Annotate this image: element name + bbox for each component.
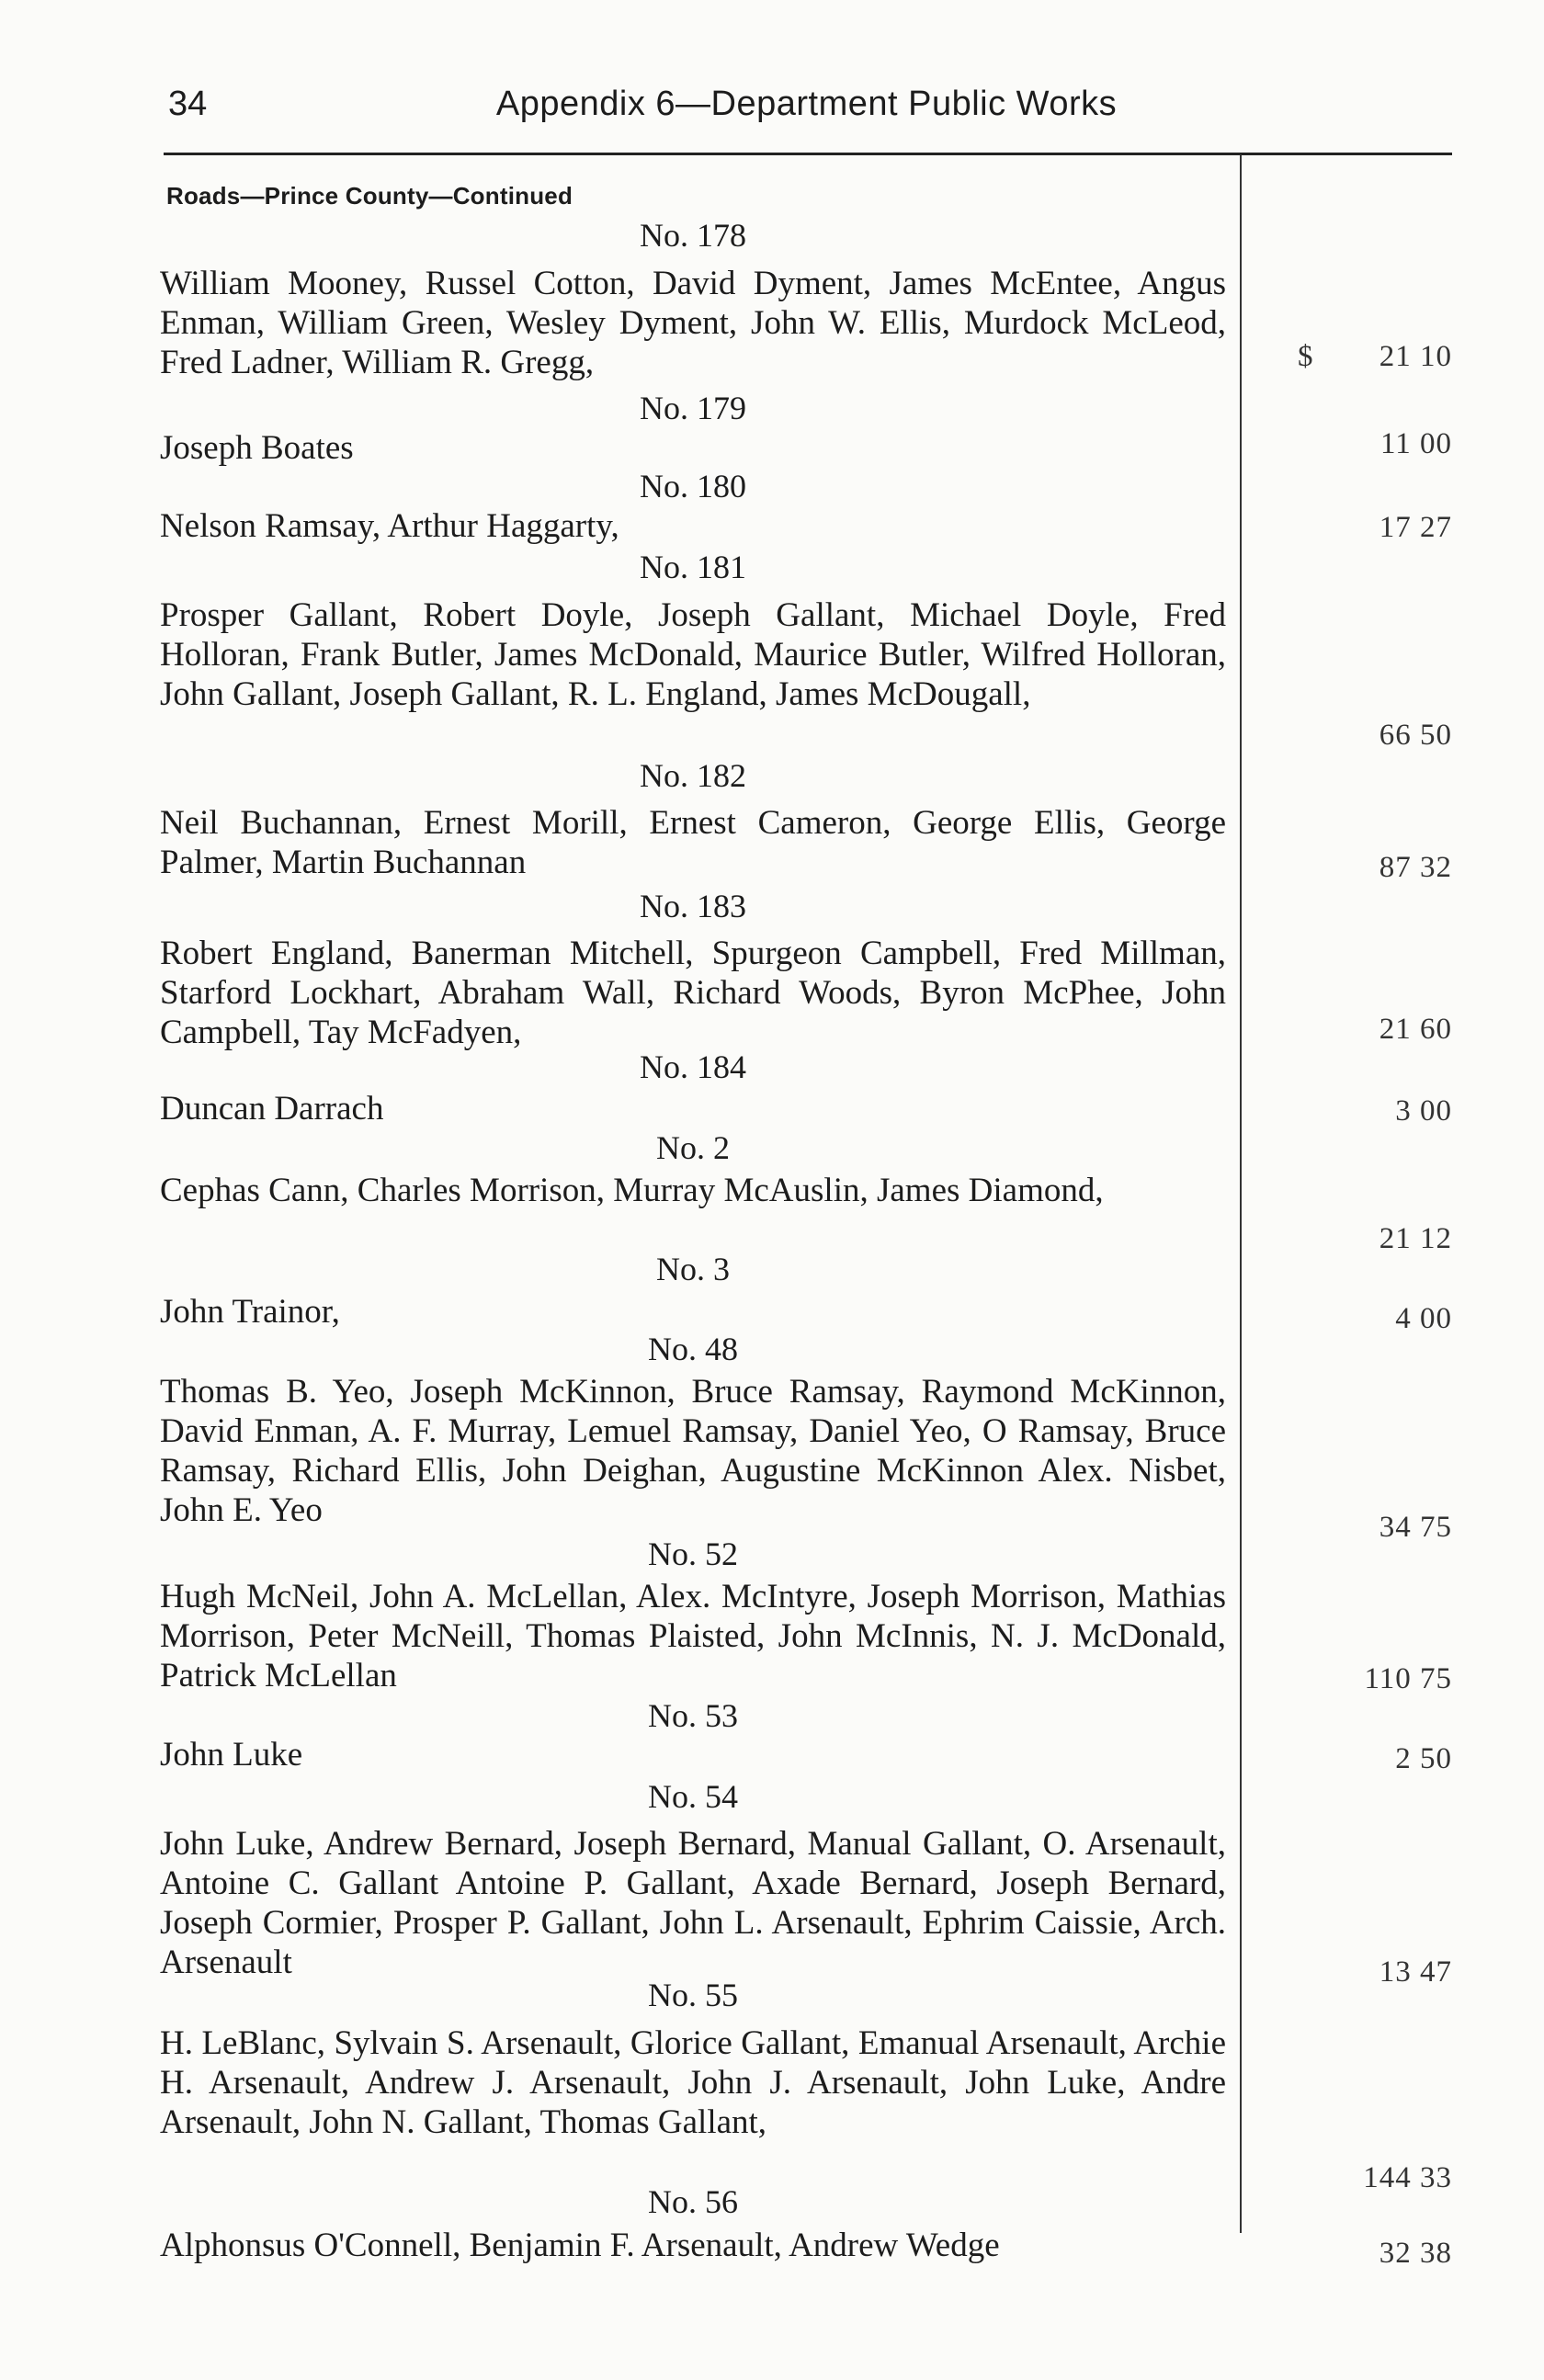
entry-amount: 87 32 xyxy=(1379,851,1452,884)
entry-amount: 11 00 xyxy=(1379,427,1452,460)
entry-number: No. 180 xyxy=(640,468,746,504)
entry-amount: 144 33 xyxy=(1363,2161,1452,2194)
entry-names: Thomas B. Yeo, Joseph McKinnon, Bruce Ramsay, Raymond McKinnon, David Enman, A. F. Murray, Lemuel Ramsay, Daniel Yeo, O Ramsay, Bruce Ramsay, Richard Ellis, John Deighan, Augustine McKinnon Alex. Nisbet, John E. Yeo xyxy=(160,1373,1226,1529)
entry-number: No. 179 xyxy=(640,390,746,426)
entry-names: H. LeBlanc, Sylvain S. Arsenault, Glorice Gallant, Emanual Arsenault, Archie H. Arsenault, Andrew J. Arsenault, John J. Arsenault, John Luke, Andre Arsenault, John N. Gallant, Thomas Gallant, xyxy=(160,2024,1226,2141)
entry-amount: 21 12 xyxy=(1379,1222,1452,1255)
dollar-sign: $ xyxy=(1298,340,1313,373)
entry-number: No. 54 xyxy=(648,1778,738,1815)
entry-names: Alphonsus O'Connell, Benjamin F. Arsenault, Andrew Wedge xyxy=(160,2227,1000,2264)
entry-amount: 17 27 xyxy=(1379,511,1452,544)
entry-amount: 13 47 xyxy=(1379,1955,1452,1989)
entry-number: No. 183 xyxy=(640,888,746,924)
entry-amount: 21 10 xyxy=(1379,340,1452,373)
entry-amount: 4 00 xyxy=(1395,1302,1452,1335)
entry-number: No. 178 xyxy=(640,217,746,254)
amount-column-rule xyxy=(1240,154,1242,2233)
entry-names: Nelson Ramsay, Arthur Haggarty, xyxy=(160,507,619,545)
entry-number: No. 48 xyxy=(648,1331,738,1367)
page-header xyxy=(161,85,1452,140)
entry-amount: 34 75 xyxy=(1379,1511,1452,1544)
entry-names: Hugh McNeil, John A. McLellan, Alex. McIntyre, Joseph Morrison, Mathias Morrison, Peter McNeill, Thomas Plaisted, John McInnis, N. J. McDonald, Patrick McLellan xyxy=(160,1578,1226,1694)
entry-names: Cephas Cann, Charles Morrison, Murray McAuslin, James Diamond, xyxy=(160,1172,1104,1209)
entry-number: No. 181 xyxy=(640,549,746,585)
header-rule xyxy=(164,153,1452,155)
entry-amount: 110 75 xyxy=(1364,1662,1452,1695)
entry-names: John Luke, Andrew Bernard, Joseph Bernard, Manual Gallant, O. Arsenault, Antoine C. Gallant Antoine P. Gallant, Axade Bernard, Joseph Bernard, Joseph Cormier, Prosper P. Gallant, John L. Arsenault, Ephrim Caissie, Arch. Arsenault xyxy=(160,1825,1226,1981)
entry-names: Robert England, Banerman Mitchell, Spurgeon Campbell, Fred Millman, Starford Lockhart, Abraham Wall, Richard Woods, Byron McPhee, John Campbell, Tay McFadyen, xyxy=(160,935,1226,1051)
entry-names: Joseph Boates xyxy=(160,429,354,467)
entry-number: No. 184 xyxy=(640,1048,746,1085)
entry-names: Duncan Darrach xyxy=(160,1090,384,1128)
entry-amount: 32 38 xyxy=(1379,2237,1452,2270)
entry-number: No. 52 xyxy=(648,1536,738,1572)
entry-amount: 3 00 xyxy=(1395,1094,1452,1128)
entry-number: No. 53 xyxy=(648,1697,738,1734)
entry-names: Neil Buchannan, Ernest Morill, Ernest Cameron, George Ellis, George Palmer, Martin Buchannan xyxy=(160,804,1226,881)
entry-number: No. 3 xyxy=(656,1251,730,1287)
entry-number: No. 2 xyxy=(656,1129,730,1166)
section-title: Roads—Prince County—Continued xyxy=(166,182,573,210)
page-number: 34 xyxy=(168,85,208,123)
page-title: Appendix 6—Department Public Works xyxy=(495,85,1118,123)
entry-number: No. 56 xyxy=(648,2183,738,2220)
entry-names: Prosper Gallant, Robert Doyle, Joseph Gallant, Michael Doyle, Fred Holloran, Frank Butler, James McDonald, Maurice Butler, Wilfred Holloran, John Gallant, Joseph Gallant, R. L. England, James McDougall, xyxy=(160,596,1226,713)
entry-amount: 66 50 xyxy=(1379,719,1452,752)
entry-number: No. 182 xyxy=(640,757,746,794)
entry-number: No. 55 xyxy=(648,1977,738,2013)
entry-names: William Mooney, Russel Cotton, David Dyment, James McEntee, Angus Enman, William Green, Wesley Dyment, John W. Ellis, Murdock McLeod, Fred Ladner, William R. Gregg, xyxy=(160,265,1226,381)
entry-amount: 21 60 xyxy=(1379,1013,1452,1046)
entry-names: John Trainor, xyxy=(160,1293,340,1331)
entry-names: John Luke xyxy=(160,1736,303,1774)
entry-amount: 2 50 xyxy=(1395,1742,1452,1775)
